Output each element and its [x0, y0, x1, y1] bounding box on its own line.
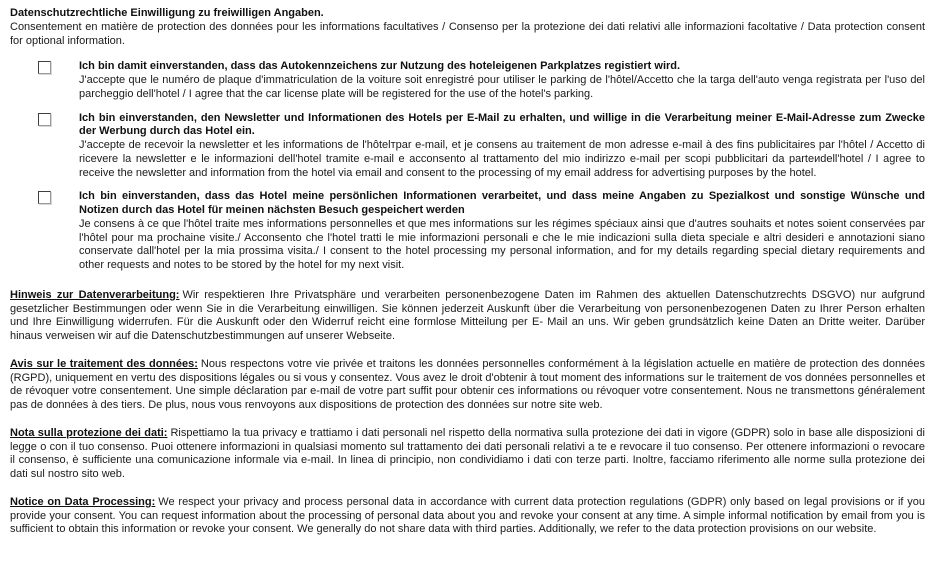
note-paragraph-de — [10, 289, 925, 344]
consent-options — [10, 60, 925, 273]
note-label-it: Nota sulla protezione dei dati: — [10, 426, 168, 439]
note-label-de: Hinweis zur Datenverarbeitung: — [10, 288, 180, 301]
consent-item-personal-data — [38, 190, 925, 273]
note-text-de: Wir respektieren Ihre Privatsphäre und verarbeiten personenbezogene Daten im Rahmen des aktuellen Datenschutzrechts DSGVO) nur aufgrund gesetzlicher Bestimmungen oder wenn Sie in die Verarbeitung einwilligen. Sie können jederzeit Auskunft über die Verarbeitung von personenbezogenen Daten zu Ihrer Person erhalten und Ihre Einwilligung widerrufen. Für die Auskunft oder den Widerruf reicht eine formlose Mitteilung per E- Mail an uns. Wir geben grundsätzlich keine Daten an Dritte weiter. Darüber hinaus verweisen wir auf die Datenschutzbestimmungen auf unserer Webseite. — [10, 288, 925, 342]
document-header — [10, 7, 925, 48]
note-text-it: Rispettiamo la tua privacy e trattiamo i dati personali nel rispetto della normativa sulla protezione dei dati in vigore (GDPR) solo in base alle disposizioni di legge o con il tuo consenso. Puoi ottenere informazioni in qualsiasi momento sul trattamento dei dati personali relativi a te e revocare il tuo consenso. Per ottenere informazioni o revocare il consenso, è sufficiente una comunicazione informale via e-mail. In linea di principio, non condividiamo i dati con terze parti. Inoltre, facciamo riferimento alle norme sulla protezione dei dati sul nostro sito web. — [10, 426, 925, 480]
consent-text — [79, 190, 925, 273]
newsletter-consent-checkbox[interactable] — [38, 113, 51, 126]
consent-heading-de: Ich bin einverstanden, den Newsletter und Informationen des Hotels per E-Mail zu erhalten, und willige in die Verarbeitung meiner E-Mail-Adresse zum Zwecke der Werbung durch das Hotel ein. — [79, 111, 925, 138]
data-processing-notes — [10, 289, 925, 537]
consent-item-parking — [38, 60, 925, 101]
note-text-en: We respect your privacy and process personal data in accordance with current data protection regulations (GDPR) only based on legal provisions or if you provide your consent. You can request information about the processing of personal data about you and revoke your consent at any time. A simple informal notification by email from you is sufficient to obtain this information or revoke your consent. We generally do not share data with third parties. Additionally, we refer to the data protection provisions on our website. — [10, 495, 925, 536]
consent-heading-de: Ich bin damit einverstanden, dass das Autokennzeichens zur Nutzung des hoteleigenen Parkplatzes registiert wird. — [79, 60, 681, 73]
consent-translations: J'accepte que le numéro de plaque d'immatriculation de la voiture soit enregistré pour utiliser le parking de l'hôtel/Accetto che la targa dell'auto venga registrata per l'uso del parcheggio dell'hotel / I agree that the car license plate will be registered for the use of the hotel's parking. — [79, 74, 925, 100]
consent-translations: J'accepte de recevoir la newsletter et les informations de l'hôtelтpar e-mail, et je consens au traitement de mon adresse e-mail à des fins publicitaires par l'hôtel / Accetto di ricevere la newsletter e le informazioni dell'hotel tramite e-mail e acconsento al trattamento del mio indirizzo e-mail per scopi pubblicitari da parteиdell'hotel / I agree to receive the newsletter and information from the hotel via email and consent to the processing of my email address for advertising purposes by the hotel. — [79, 139, 925, 179]
note-paragraph-fr — [10, 358, 925, 413]
parking-consent-checkbox[interactable] — [38, 61, 51, 74]
consent-heading-de: Ich bin einverstanden, dass das Hotel meine persönlichen Informationen verarbeitet, und dass meine Angaben zu Spezialkost und sonstige Wünsche und Notizen durch das Hotel für meinen nächsten Besuch gespeichert werden — [79, 190, 925, 216]
consent-translations: Je consens à ce que l'hôtel traite mes informations personnelles et que mes informations sur les régimes spéciaux ainsi que d'autres souhaits et notes soient conservées par l'hôtel pour ma prochaine visite./ Acconsento che l'hotel tratti le mie informazioni personali e che le mie indicazioni sulla dieta speciale e altri desideri e annotazioni siano conservate dall'hotel per la mia prossima visita./ I consent to the hotel processing my personal information, and for my details regarding special dietary requirements and other requests and notes to be stored by the hotel for my next visit. — [79, 217, 925, 271]
document-title: Datenschutzrechtliche Einwilligung zu freiwilligen Angaben. — [10, 7, 324, 19]
note-label-fr: Avis sur le traitement des données: — [10, 357, 198, 370]
note-label-en: Notice on Data Processing: — [10, 495, 156, 508]
personal-data-consent-checkbox[interactable] — [38, 191, 51, 204]
document-title-translations: Consentement en matière de protection des données pour les informations facultatives / Consenso per la protezione dei dati relativi alle informazioni facoltative / Data protection consent for optional information. — [10, 20, 925, 47]
consent-text — [79, 60, 925, 101]
consent-item-newsletter — [38, 112, 925, 181]
note-paragraph-en — [10, 496, 925, 537]
note-text-fr: Nous respectons votre vie privée et traitons les données personnelles conformément à la législation actuelle en matière de protection des données (RGPD), uniquement en vertu des dispositions légales ou si vous y consentez. Vous avez le droit d'obtenir à tout moment des informations sur le traitement de vos données personnelles et de révoquer votre consentement. Une simple déclaration par e-mail de votre part suffit pour obtenir ces informations ou révoquer votre consentement. Nous ne transmettons généralement pas de données à des tiers. De plus, nous vous renvoyons aux dispositions de protection des données sur notre site web. — [10, 357, 925, 411]
note-paragraph-it — [10, 427, 925, 482]
consent-text — [79, 112, 925, 181]
